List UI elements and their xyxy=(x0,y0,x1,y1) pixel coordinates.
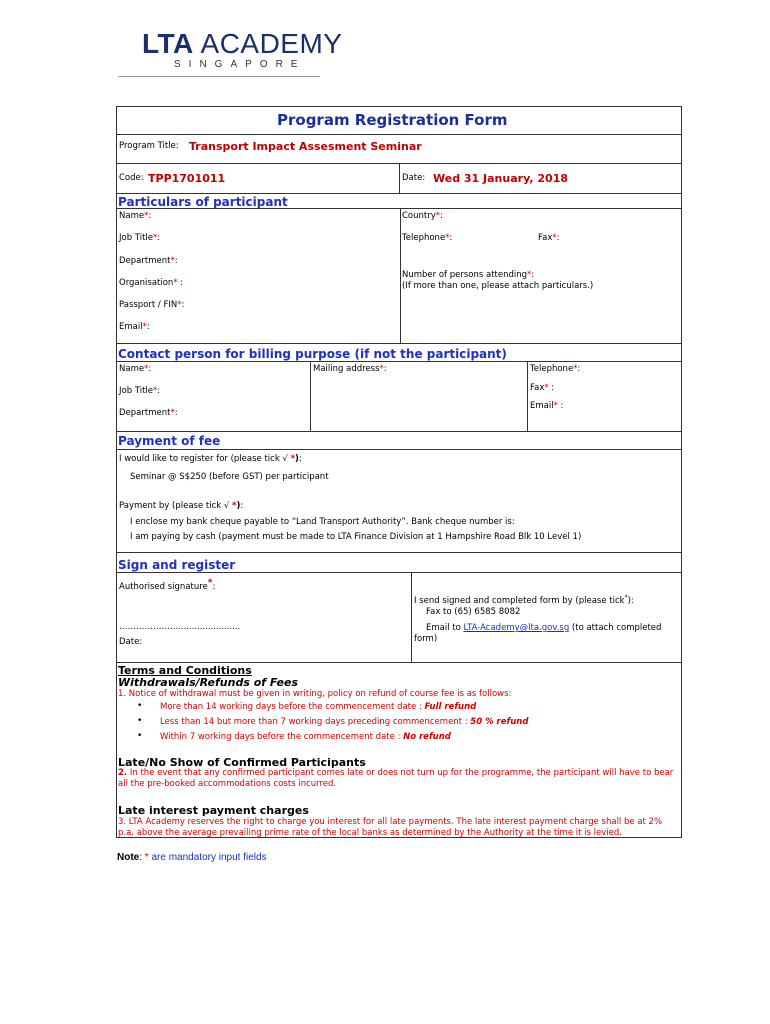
billing-department-field[interactable]: Department*: xyxy=(119,408,178,418)
form-title: Program Registration Form xyxy=(277,111,508,129)
terms-heading: Terms and Conditions xyxy=(118,664,252,677)
payment-heading: Payment of fee xyxy=(118,434,221,448)
billing-telephone-field[interactable]: Telephone*: xyxy=(530,364,581,374)
bullet-2: • xyxy=(137,716,143,726)
cheque-option[interactable]: I enclose my bank cheque payable to “Land Transport Authority”. Bank cheque number is: xyxy=(130,517,515,527)
billing-fax-field[interactable]: Fax* : xyxy=(530,383,555,393)
logo-subtitle: SINGAPORE xyxy=(174,59,306,70)
program-title-label: Program Title: xyxy=(119,141,179,151)
code-value: TPP1701011 xyxy=(148,172,226,185)
payment-by-label: Payment by (please tick √ *): xyxy=(119,501,244,511)
refund-rule-2: Less than 14 but more than 7 working days preceding commencement : 50 % refund xyxy=(160,717,529,727)
mandatory-note: Note: * are mandatory input fields xyxy=(117,852,267,863)
cash-option[interactable]: I am paying by cash (payment must be made to LTA Finance Division at 1 Hampshire Road Blk 10 Level 1) xyxy=(130,532,582,542)
sign-heading: Sign and register xyxy=(118,558,236,572)
late-text: 2. In the event that any confirmed participant comes late or does not turn up for the programme, the participant will have to bear all the pre-booked accommodations costs incurred. xyxy=(118,768,674,789)
billing-mailing-address-field[interactable]: Mailing address*: xyxy=(313,364,387,374)
email-to-note: form) xyxy=(414,634,438,644)
persons-attending-note: (If more than one, please attach particulars.) xyxy=(402,281,594,291)
authorised-signature-field[interactable]: Authorised signature*: xyxy=(119,578,216,592)
billing-email-field[interactable]: Email* : xyxy=(530,401,564,411)
participant-country-field[interactable]: Country*: xyxy=(402,211,443,221)
interest-heading: Late interest payment charges xyxy=(118,804,309,817)
fax-to-option[interactable]: Fax to (65) 6585 8082 xyxy=(426,607,521,617)
bullet-1: • xyxy=(137,701,143,711)
lta-academy-logo xyxy=(118,22,343,77)
withdrawals-intro: 1. Notice of withdrawal must be given in writing, policy on refund of course fee is as follows: xyxy=(118,689,512,699)
email-to-option[interactable]: Email to LTA-Academy@lta.gov.sg (to attach completed xyxy=(426,623,662,633)
registration-form xyxy=(116,106,682,838)
send-form-label: I send signed and completed form by (please tick*): xyxy=(414,594,634,606)
seminar-option[interactable]: Seminar @ S$250 (before GST) per participant xyxy=(130,472,329,482)
billing-name-field[interactable]: Name*: xyxy=(119,364,152,374)
billing-heading: Contact person for billing purpose (if not the participant) xyxy=(118,347,507,361)
date-value: Wed 31 January, 2018 xyxy=(433,172,569,185)
persons-attending-field[interactable]: Number of persons attending*: xyxy=(402,270,535,280)
participant-email-field[interactable]: Email*: xyxy=(119,322,150,332)
participant-fax-field[interactable]: Fax*: xyxy=(538,233,560,243)
refund-rule-3: Within 7 working days before the commencement date : No refund xyxy=(160,732,451,742)
program-title-value: Transport Impact Assesment Seminar xyxy=(189,140,422,153)
code-label: Code: xyxy=(119,173,144,183)
refund-rule-1: More than 14 working days before the commencement date : Full refund xyxy=(160,702,477,712)
sign-date-field[interactable]: Date: xyxy=(119,637,143,647)
date-label: Date: xyxy=(402,173,426,183)
late-heading: Late/No Show of Confirmed Participants xyxy=(118,756,366,769)
participant-department-field[interactable]: Department*: xyxy=(119,256,178,266)
participant-organisation-field[interactable]: Organisation* : xyxy=(119,278,184,288)
participant-heading: Particulars of participant xyxy=(118,195,288,209)
participant-passport-field[interactable]: Passport / FIN*: xyxy=(119,300,185,310)
bullet-3: • xyxy=(137,731,143,741)
register-for-label: I would like to register for (please tick √ *): xyxy=(119,454,302,464)
participant-telephone-field[interactable]: Telephone*: xyxy=(402,233,453,243)
interest-text: 3. LTA Academy reserves the right to charge you interest for all late payments. The late interest payment charge shall be at 2% p.a. above the average prevailing prime rate of the local banks as determined by the Authority at the time it is levied. xyxy=(118,817,663,838)
withdrawals-heading: Withdrawals/Refunds of Fees xyxy=(118,676,299,689)
participant-name-field[interactable]: Name*: xyxy=(119,211,152,221)
signature-dots: ……………….......................... xyxy=(119,622,241,632)
billing-job-title-field[interactable]: Job Title*: xyxy=(119,386,161,396)
lta-academy-email-link[interactable]: LTA-Academy@lta.gov.sg xyxy=(463,623,570,633)
logo-wordmark: LTA ACADEMY xyxy=(142,28,343,59)
participant-job-title-field[interactable]: Job Title*: xyxy=(119,233,161,243)
